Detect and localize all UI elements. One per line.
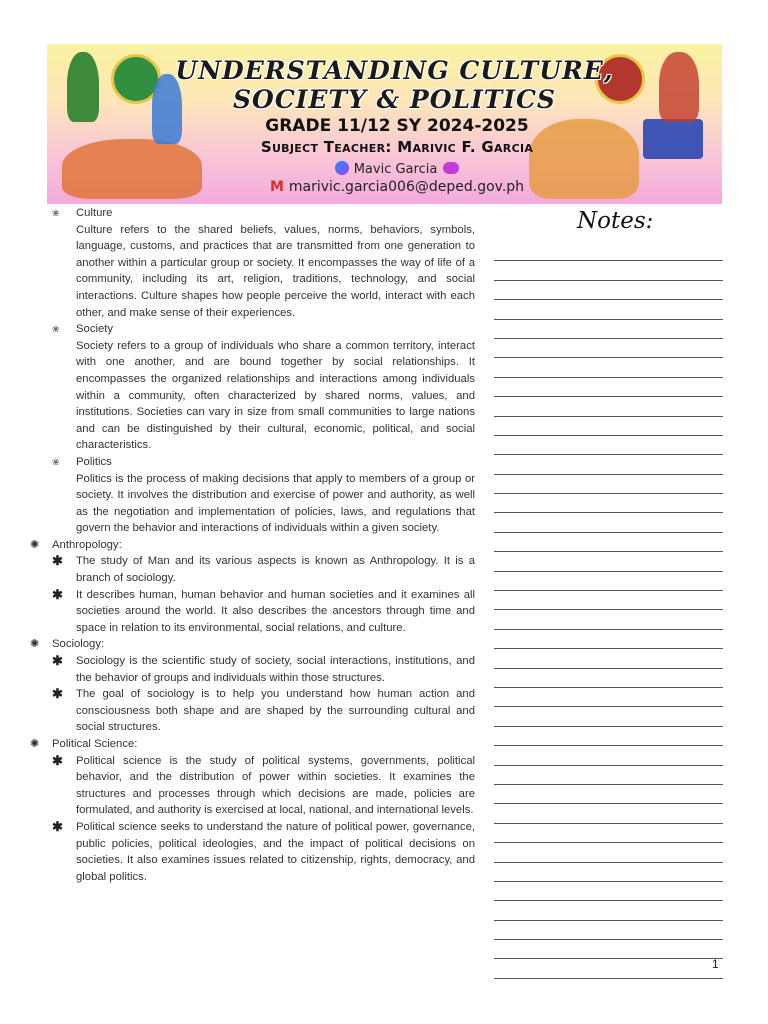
farmer-illustration: [67, 52, 99, 122]
point-text: It describes human, human behavior and human societies and it examines all societies around the world. It also describes the ancestors through time and space in relation to its environmental, social relations, and culture.: [76, 588, 475, 634]
concept-text: Culture refers to the shared beliefs, values, norms, behaviors, symbols, language, customs, and practices that are transmitted from one generation to another within a particular group or society. It encompasses the way of life of a community, including its art, religion, traditions, technology, and social interactions. Culture shapes how people perceive the world, interact with each other, and make sense of their experiences.: [76, 223, 475, 319]
asterisk-bullet-icon: ✱: [52, 686, 63, 702]
note-line: [494, 533, 723, 552]
badge-icon: [443, 162, 459, 174]
note-line: [494, 572, 723, 591]
note-line: [494, 669, 723, 688]
banner-title-line1: UNDERSTANDING CULTURE,: [175, 56, 614, 85]
sun-bullet-icon: ✺: [30, 738, 40, 750]
point-text: The study of Man and its various aspects is known as Anthropology. It is a branch of sociology.: [76, 555, 475, 585]
note-line: [494, 261, 723, 280]
asterisk-bullet-icon: ✱: [52, 752, 63, 768]
note-line: [494, 417, 723, 436]
concept-title: Society: [76, 323, 114, 336]
point-text: The goal of sociology is to help you understand how human action and consciousness both shape and are shaped by the surrounding cultural and social structures.: [76, 688, 475, 734]
note-line: [494, 513, 723, 532]
discipline-title: Anthropology:: [52, 538, 122, 551]
note-line: [494, 591, 723, 610]
note-line: [494, 610, 723, 629]
note-line: [494, 630, 723, 649]
bullet-icon: ❀: [52, 208, 60, 218]
concept-text: Society refers to a group of individuals who share a common territory, interact with one another, and are bound together by social relationships. It encompasses the organized relationships and interactions among individuals within a community, often characterized by shared norms, values, and institutions. Societies can vary in size from small communities to large nations and can be distinguished by their cultural, economic, political, and social characteristics.: [76, 339, 475, 452]
note-line: [494, 766, 723, 785]
concept-item: [30, 205, 475, 321]
note-line: [494, 436, 723, 455]
note-line: [494, 746, 723, 765]
note-line: [494, 300, 723, 319]
note-line: [494, 940, 723, 959]
gmail-icon: M: [269, 179, 284, 195]
note-line: [494, 804, 723, 823]
concept-item: [30, 454, 475, 537]
note-line: [494, 707, 723, 726]
note-line: [494, 959, 723, 978]
email-address: marivic.garcia006@deped.gov.ph: [288, 179, 525, 195]
discipline-point: [30, 819, 475, 885]
note-line: [494, 397, 723, 416]
note-line: [494, 358, 723, 377]
note-line: [494, 688, 723, 707]
discipline-heading: [30, 736, 475, 753]
discipline-heading: [30, 537, 475, 554]
note-line: [494, 494, 723, 513]
messenger-contact: [197, 161, 597, 177]
discipline-point: [30, 553, 475, 586]
banner-teacher: Subject Teacher: Marivic F. Garcia: [260, 138, 534, 156]
asterisk-bullet-icon: ✱: [52, 553, 63, 569]
discipline-point: [30, 653, 475, 686]
discipline-point: [30, 686, 475, 736]
asterisk-bullet-icon: ✱: [52, 818, 63, 834]
note-line: [494, 901, 723, 920]
discipline-heading: [30, 636, 475, 653]
discipline-point: [30, 753, 475, 819]
messenger-icon: [335, 161, 349, 175]
concept-title: Politics: [76, 455, 112, 468]
banner-grade: GRADE 11/12 SY 2024-2025: [265, 116, 529, 136]
notes-title: Notes:: [577, 208, 654, 234]
discipline-title: Sociology:: [52, 638, 105, 651]
note-line: [494, 320, 723, 339]
note-line: [494, 649, 723, 668]
note-line: [494, 281, 723, 300]
concept-title: Culture: [76, 207, 113, 219]
note-line: [494, 242, 723, 261]
note-line: [494, 727, 723, 746]
note-line: [494, 824, 723, 843]
discipline-title: Political Science:: [52, 738, 138, 750]
asterisk-bullet-icon: ✱: [52, 586, 63, 602]
note-line: [494, 455, 723, 474]
asterisk-bullet-icon: ✱: [52, 653, 63, 669]
vendor-illustration: [659, 52, 699, 122]
bullet-icon: ❀: [52, 456, 60, 467]
main-content: [30, 205, 475, 885]
sun-bullet-icon: ✺: [30, 538, 40, 551]
email-contact: [197, 179, 597, 195]
note-line: [494, 475, 723, 494]
messenger-name: Mavic Garcia: [353, 162, 438, 177]
header-banner: [47, 44, 722, 204]
concept-item: [30, 321, 475, 454]
banner-title-line2: SOCIETY & POLITICS: [232, 85, 556, 114]
flag-illustration: [643, 119, 703, 159]
page-number: 1: [712, 957, 719, 971]
note-line: [494, 552, 723, 571]
discipline-point: [30, 587, 475, 637]
note-line: [494, 863, 723, 882]
point-text: Political science is the study of political systems, governments, political behavior, and the distribution of power within societies. It examines the structures and processes through which decisions are made, policies are formulated, and authority is exercised at local, national, and international levels.: [76, 754, 475, 817]
notes-lines: [494, 242, 723, 979]
point-text: Political science seeks to understand the nature of political power, governance, public policies, political ideologies, and the impact of political decisions on societies. It also examines issues related to citizenship, rights, democracy, and global politics.: [76, 820, 475, 883]
note-line: [494, 843, 723, 862]
note-line: [494, 882, 723, 901]
bullet-icon: ❀: [52, 324, 60, 335]
sun-bullet-icon: ✺: [30, 638, 40, 651]
note-line: [494, 339, 723, 358]
note-line: [494, 785, 723, 804]
note-line: [494, 378, 723, 397]
concept-text: Politics is the process of making decisions that apply to members of a group or society. It involves the distribution and exercise of power and authority, as well as the negotiation and implementation of policies, laws, and regulations that govern the behavior and interactions of individuals within a given society.: [76, 472, 475, 535]
point-text: Sociology is the scientific study of society, social interactions, institutions, and the behavior of groups and individuals within those structures.: [76, 655, 475, 684]
note-line: [494, 921, 723, 940]
